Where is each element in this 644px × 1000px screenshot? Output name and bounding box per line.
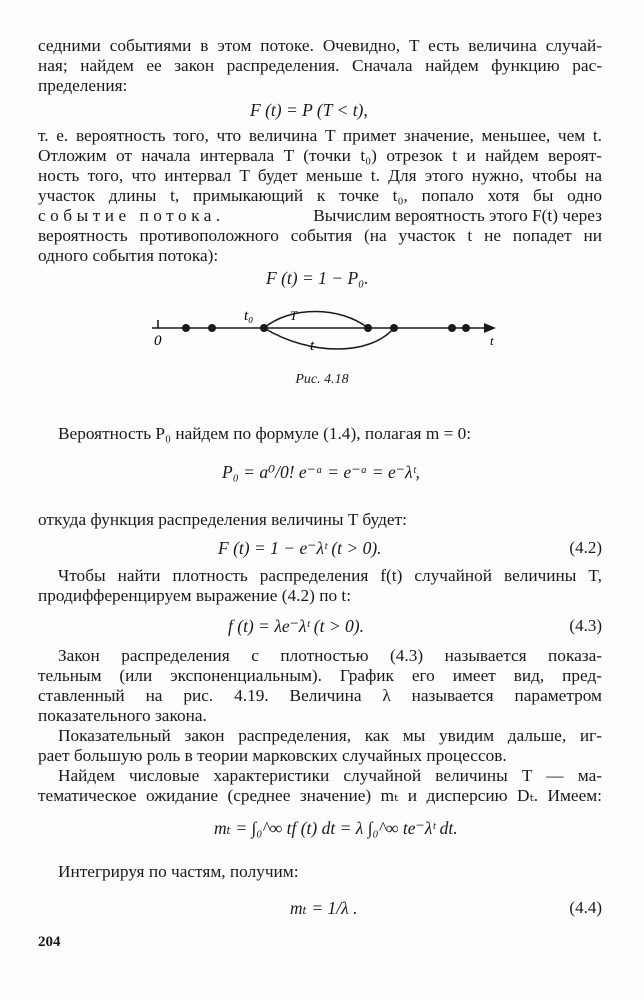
text-line: тематическое ожидание (среднее значение) mₜ и дисперсию Dₜ. Имеем: <box>38 786 602 805</box>
formula-distribution: F (t) = P (T < t), <box>250 100 368 120</box>
formula-4-4: mₜ = 1/λ . <box>290 898 358 918</box>
text-line: Отложим от начала интервала T (точки t₀) отрезок t и найдем вероят- <box>38 146 602 165</box>
formula-complement: F (t) = 1 − P₀. <box>266 268 369 288</box>
text-line: показательного закона. <box>38 706 207 725</box>
formula-p0: P₀ = a⁰/0! e⁻ᵃ = e⁻ᵃ = e⁻λᵗ, <box>222 462 420 482</box>
text-line: продифференцируем выражение (4.2) по t: <box>38 586 352 605</box>
equation-number: (4.4) <box>569 898 602 917</box>
text-line: Закон распределения с плотностью (4.3) называется показа- <box>58 646 602 665</box>
text-line: Вероятность P₀ найдем по формуле (1.4), полагая m = 0: <box>58 424 472 443</box>
text-line: Найдем числовые характеристики случайной величины T — ма- <box>58 766 602 785</box>
text-line: ставленный на рис. 4.19. Величина λ называется параметром <box>38 686 602 705</box>
text-line: откуда функция распределения величины T будет: <box>38 510 407 529</box>
text-line: Интегрируя по частям, получим: <box>58 862 299 881</box>
text-line: седними событиями в этом потоке. Очевидно, T есть величина случай- <box>38 36 602 55</box>
formula-mean: mₜ = ∫₀^∞ tf (t) dt = λ ∫₀^∞ te⁻λᵗ dt. <box>214 818 458 838</box>
text-line: Показательный закон распределения, как мы увидим дальше, иг- <box>58 726 602 745</box>
formula-4-3: f (t) = λe⁻λᵗ (t > 0). <box>228 616 364 636</box>
label-t: t <box>310 338 315 354</box>
text-line: участок длины t, примыкающий к точке t₀, попало хотя бы одно <box>38 186 602 205</box>
page-number: 204 <box>38 934 61 950</box>
text-line: тельным (или экспоненциальным). График его имеет вид, пред- <box>38 666 602 685</box>
figure-4-18 <box>140 306 510 366</box>
text-line: одного события потока): <box>38 246 219 265</box>
text-line: ность того, что интервал T будет меньше t. Для этого нужно, чтобы на <box>38 166 602 185</box>
label-axis: t <box>490 333 494 348</box>
formula-4-2: F (t) = 1 − e⁻λᵗ (t > 0). <box>218 538 382 558</box>
label-T: T <box>290 308 298 323</box>
text-line <box>38 206 602 226</box>
spaced-emphasis: событие потока. <box>38 206 225 225</box>
text-fragment: Вычислим вероятность этого F(t) через <box>313 206 602 225</box>
text-line: Чтобы найти плотность распределения f(t) случайной величины T, <box>58 566 602 585</box>
text-line: пределения: <box>38 76 128 95</box>
equation-number: (4.2) <box>569 538 602 557</box>
figure-caption: Рис. 4.18 <box>295 372 349 387</box>
text-line: вероятность противоположного события (на участок t не попадет ни <box>38 226 602 245</box>
text-line: т. е. вероятность того, что величина T примет значение, меньшее, чем t. <box>38 126 602 145</box>
label-origin: 0 <box>154 333 162 349</box>
text-line: рает большую роль в теории марковских случайных процессов. <box>38 746 507 765</box>
equation-number: (4.3) <box>569 616 602 635</box>
text-line: ная; найдем ее закон распределения. Сначала найдем функцию рас- <box>38 56 602 75</box>
label-t0: t₀ <box>244 308 254 324</box>
